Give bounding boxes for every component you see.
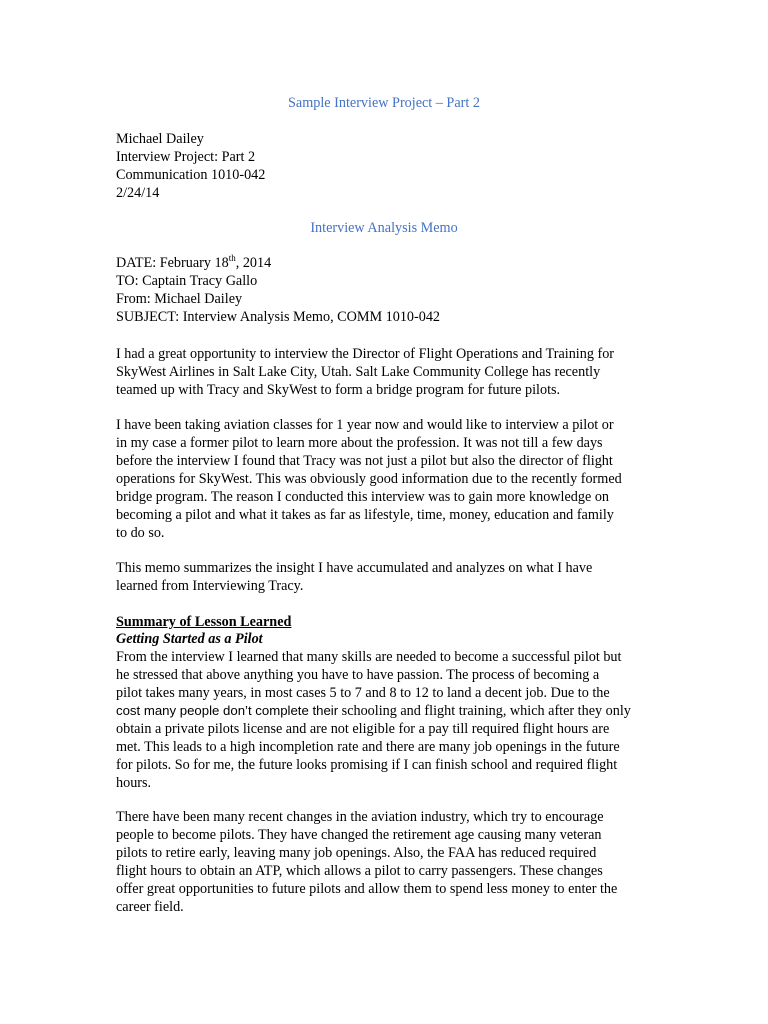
paragraph-3-line: learned from Interviewing Tracy. bbox=[116, 578, 304, 594]
paragraph-1-line: SkyWest Airlines in Salt Lake City, Utah. Salt Lake Community College has recently bbox=[116, 364, 601, 380]
paragraph-4-line: for pilots. So for me, the future looks promising if I can finish school and required flight bbox=[116, 757, 618, 773]
paragraph-5-line: people to become pilots. They have changed the retirement age causing many veteran bbox=[116, 827, 602, 843]
memo-title: Interview Analysis Memo bbox=[310, 220, 458, 236]
paragraph-4-line: pilot takes many years, in most cases 5 to 7 and 8 to 12 to land a decent job. Due to the bbox=[116, 685, 610, 701]
paragraph-5-line: flight hours to obtain an ATP, which allows a pilot to carry passengers. These changes bbox=[116, 863, 603, 879]
paragraph-5-line: There have been many recent changes in the aviation industry, which try to encourage bbox=[116, 809, 604, 825]
memo-date-sup: th bbox=[228, 253, 236, 263]
paragraph-4-line: From the interview I learned that many skills are needed to become a successful pilot but bbox=[116, 649, 622, 665]
paragraph-5-line: pilots to retire early, leaving many job openings. Also, the FAA has reduced required bbox=[116, 845, 597, 861]
author-name: Michael Dailey bbox=[116, 131, 204, 147]
section-subheading: Getting Started as a Pilot bbox=[116, 631, 263, 647]
paragraph-4-line: he stressed that above anything you have to have passion. The process of becoming a bbox=[116, 667, 600, 683]
paragraph-2-line: before the interview I found that Tracy was not just a pilot but also the director of flight bbox=[116, 453, 613, 469]
memo-to: TO: Captain Tracy Gallo bbox=[116, 273, 258, 289]
paragraph-5-line: career field. bbox=[116, 899, 184, 915]
paragraph-1-line: I had a great opportunity to interview the Director of Flight Operations and Training for bbox=[116, 346, 615, 362]
paragraph-4-line: obtain a private pilots license and are not eligible for a pay till required flight hours are bbox=[116, 721, 610, 737]
paragraph-2-line: I have been taking aviation classes for 1 year now and would like to interview a pilot or bbox=[116, 417, 614, 433]
author-course: Communication 1010-042 bbox=[116, 167, 266, 183]
paragraph-4-line bbox=[116, 702, 631, 720]
paragraph-5-line: offer great opportunities to future pilots and allow them to spend less money to enter the bbox=[116, 881, 618, 897]
memo-subject: SUBJECT: Interview Analysis Memo, COMM 1010-042 bbox=[116, 309, 441, 325]
paragraph-4-line: met. This leads to a high incompletion rate and there are many job openings in the future bbox=[116, 739, 620, 755]
paragraph-4-sans-run: cost many people don’t complete their bbox=[116, 703, 339, 718]
author-project: Interview Project: Part 2 bbox=[116, 149, 256, 165]
paragraph-1-line: teamed up with Tracy and SkyWest to form a bridge program for future pilots. bbox=[116, 382, 561, 398]
memo-date bbox=[116, 254, 271, 272]
paragraph-4-serif-run: schooling and flight training, which after they only bbox=[338, 703, 631, 719]
paragraph-2-line: bridge program. The reason I conducted this interview was to gain more knowledge on bbox=[116, 489, 610, 505]
paragraph-2-line: to do so. bbox=[116, 525, 165, 541]
section-heading: Summary of Lesson Learned bbox=[116, 614, 292, 630]
document-title: Sample Interview Project – Part 2 bbox=[288, 95, 480, 111]
paragraph-2-line: becoming a pilot and what it takes as far as lifestyle, time, money, education and family bbox=[116, 507, 614, 523]
memo-date-prefix: DATE: February 18 bbox=[116, 255, 229, 271]
memo-date-suffix: , 2014 bbox=[235, 255, 272, 271]
paragraph-2-line: operations for SkyWest. This was obviously good information due to the recently formed bbox=[116, 471, 622, 487]
author-date: 2/24/14 bbox=[116, 185, 160, 201]
paragraph-4-line: hours. bbox=[116, 775, 152, 791]
memo-from: From: Michael Dailey bbox=[116, 291, 243, 307]
paragraph-2-line: in my case a former pilot to learn more about the profession. It was not till a few days bbox=[116, 435, 603, 451]
paragraph-3-line: This memo summarizes the insight I have accumulated and analyzes on what I have bbox=[116, 560, 593, 576]
